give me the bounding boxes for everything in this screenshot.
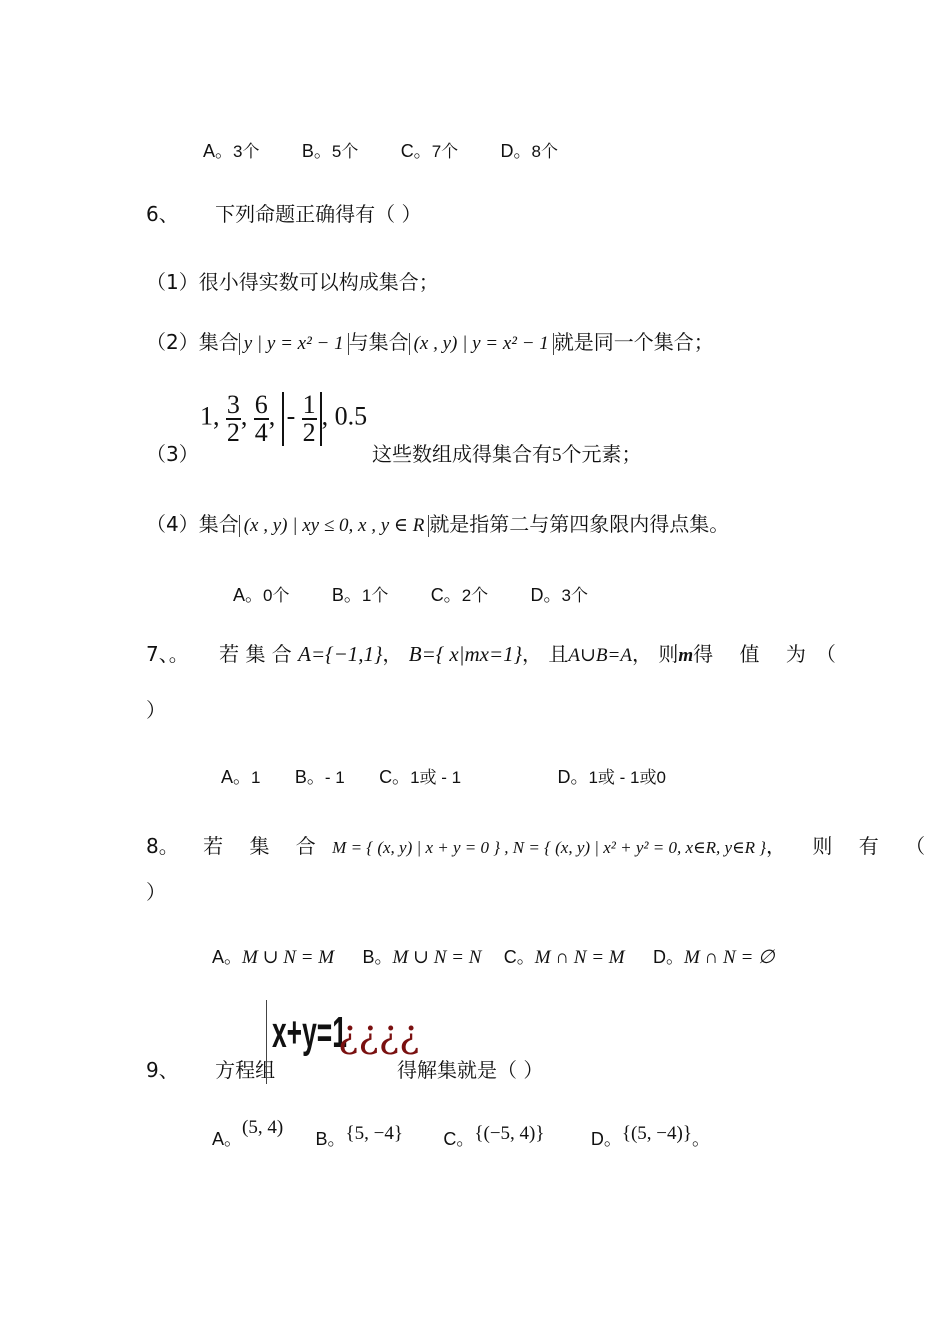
q6-s2-prefix: （2）集合 (146, 330, 239, 354)
q5-option-a-value: 3个 (233, 142, 260, 161)
q7-variable: m (678, 645, 694, 666)
q9-number: 9、 (146, 1058, 179, 1082)
q9-stem-left: 9、 方程组 (146, 1058, 276, 1082)
q8-option-d-value: M ∩ N = ∅ (683, 947, 775, 968)
q6-options (233, 580, 588, 610)
q5-option-c-label: C。 (400, 141, 432, 161)
q9-option-b-value: {5, −4} (345, 1123, 404, 1144)
q6-s2-suffix: 就是同一个集合； (553, 330, 714, 354)
q6-stem (146, 200, 421, 228)
q6-option-c-value: 2个 (461, 586, 489, 605)
q9-option-d-label: D。 (590, 1129, 622, 1149)
q8-close-paren: ） (146, 880, 166, 904)
q7-option-a-value: 1 (251, 768, 261, 787)
q6-option-d-value: 3个 (561, 586, 588, 605)
q6-s3-absolute-value: - $\frac{1}{2}$ (282, 392, 322, 446)
q6-s3-last: , 0.5 (321, 401, 368, 431)
q9-option-b-label: B。 (315, 1129, 346, 1149)
q7-option-c-value: 1或 - 1 (410, 768, 462, 787)
q7-stem: 7、。 若 集 合 A={−1,1}， B={ x|mx=1}， 且A∪B=A， 则m得 值 为（ (146, 642, 846, 666)
q7-number: 7、。 (146, 642, 189, 666)
q6-statement-4: （4）集合 (x , y) | xy ≤ 0, x , y ∈ R 就是指第二与第四象限内得点集。 (146, 512, 730, 536)
q7-set-b: B={ x|mx=1} (408, 642, 523, 666)
q5-option-a-label: A。 (203, 141, 234, 161)
q8-option-a-value: M ∪ N = M (242, 947, 335, 968)
q9-stem-right: 得解集就是（ ） (397, 1058, 544, 1082)
q9-garbled-symbols: ¿¿¿¿ (338, 1012, 420, 1056)
q8-option-d-label: D。 (652, 947, 684, 967)
q8-options (212, 942, 775, 972)
q9-option-c-value: {(−5, 4)} (474, 1123, 545, 1144)
q6-s2-mid: 与集合 (348, 330, 409, 354)
q6-option-a-label: A。 (233, 585, 264, 605)
q7-option-c-label: C。 (379, 767, 411, 787)
q9-option-a-label: A。 (212, 1129, 243, 1149)
q9-equation-text: x+y=1 (272, 1008, 347, 1057)
q5-option-b-value: 5个 (331, 142, 359, 161)
q8-option-b-label: B。 (362, 947, 393, 967)
q6-option-b-label: B。 (331, 585, 362, 605)
q6-stem-text: 下列命题正确得有（ ） (215, 202, 422, 226)
q6-option-d-label: D。 (530, 585, 562, 605)
q7-option-a-label: A。 (221, 767, 252, 787)
q5-option-d-value: 8个 (531, 142, 558, 161)
q9-option-c-label: C。 (443, 1129, 475, 1149)
q6-s2-set-2: (x , y) | y = x² − 1 (409, 333, 554, 355)
q6-s4-set: (x , y) | xy ≤ 0, x , y ∈ R (239, 515, 430, 537)
q9-system-brace (266, 1000, 267, 1084)
q7-options (221, 762, 666, 792)
q8-option-c-value: M ∩ N = M (534, 947, 625, 968)
q9-options: A。(5, 4) B。{5, −4} C。{(−5, 4)} D。{(5, −4)}。 (212, 1117, 710, 1149)
q7-set-a: A={−1,1} (298, 642, 383, 666)
q6-statement-3-numbers: 1, $\frac{3}{2}$ , $\frac{6}{4}$ , - $\frac{1}{2}$ , 0.5 (200, 390, 368, 447)
q8-number: 8。 (146, 834, 179, 858)
q6-number: 6、 (146, 202, 179, 226)
q5-option-d-label: D。 (500, 141, 532, 161)
q6-s2-set-1: y | y = x² − 1 (239, 333, 349, 355)
q6-s3-count: 5 (552, 445, 562, 466)
q7-option-b-value: - 1 (324, 768, 345, 787)
q6-statement-3-prefix: （3） (146, 442, 199, 466)
q6-statement-2 (146, 328, 714, 356)
q7-condition: A∪B=A (568, 645, 632, 666)
q9-option-a-value: (5, 4) (242, 1117, 284, 1138)
q5-options (203, 136, 558, 166)
q6-s3-fraction-1: $\frac{3}{2}$ (226, 390, 240, 447)
q7-option-d-value: 1或 - 1或0 (588, 768, 666, 787)
q8-option-a-label: A。 (212, 947, 243, 967)
q6-option-a-value: 0个 (263, 586, 290, 605)
q8-sets: M = { (x, y) | x + y = 0 } , N = { (x, y) | x² + y² = 0, x∈R, y∈R } (332, 838, 767, 857)
q6-option-b-value: 1个 (361, 586, 389, 605)
q6-s3-fraction-2: $\frac{6}{4}$ (254, 390, 268, 447)
q8-stem: 8。 若 集 合 M = { (x, y) | x + y = 0 } , N = { (x, y) | x² + y² = 0, x∈R, y∈R }， 则 有 （ (146, 834, 936, 858)
q7-option-d-label: D。 (557, 767, 589, 787)
q8-option-c-label: C。 (503, 947, 535, 967)
q5-option-c-value: 7个 (431, 142, 459, 161)
q7-close-paren: ） (146, 698, 166, 722)
q7-option-b-label: B。 (294, 767, 325, 787)
q6-statement-3-suffix: 这些数组成得集合有5个元素； (372, 442, 642, 466)
q5-option-b-label: B。 (301, 141, 332, 161)
q6-s3-first: 1, (200, 401, 220, 431)
q9-option-d-value: {(5, −4)} (621, 1123, 692, 1144)
q6-option-c-label: C。 (430, 585, 462, 605)
q6-statement-1: （1）很小得实数可以构成集合； (146, 270, 439, 294)
q8-option-b-value: M ∪ N = N (392, 947, 482, 968)
